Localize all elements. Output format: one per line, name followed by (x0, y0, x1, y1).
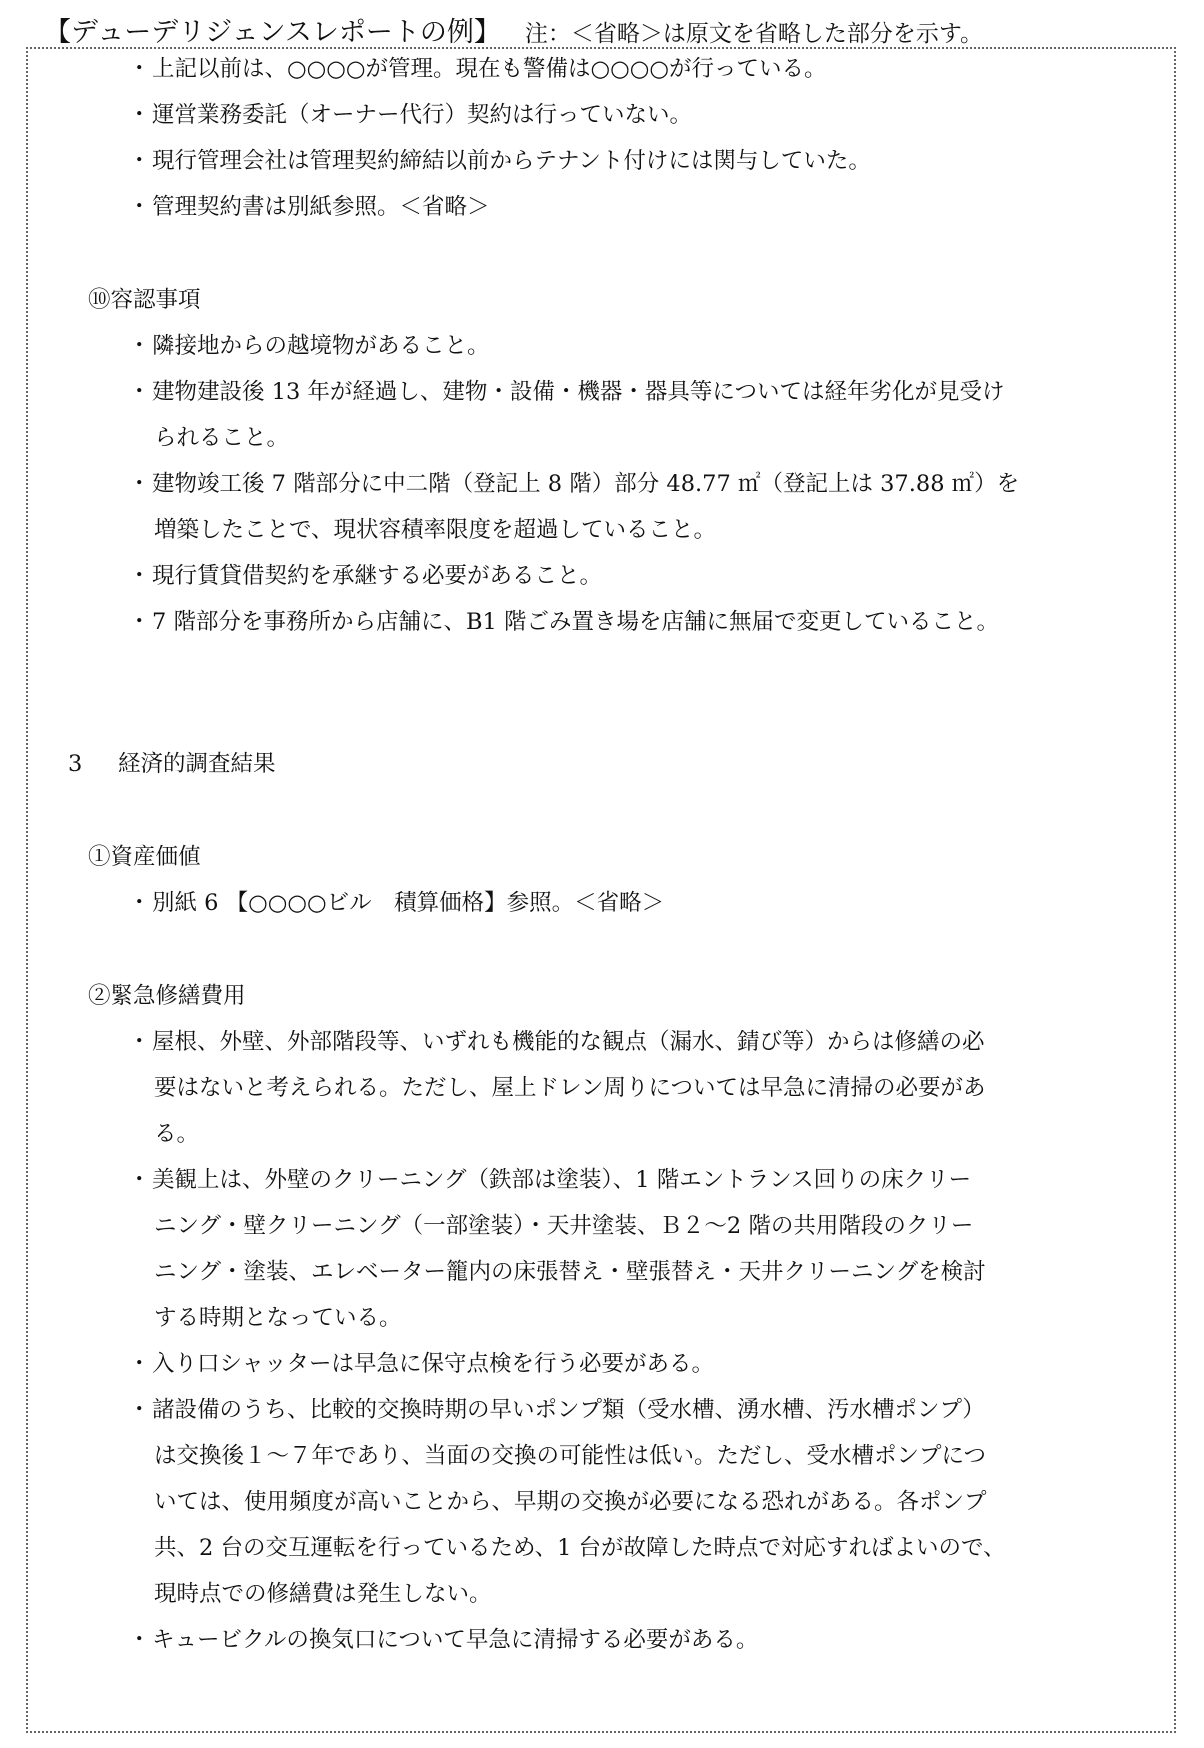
list-item: ・上記以前は、○○○○が管理。現在も警備は○○○○が行っている。 (128, 56, 827, 82)
list-item-continuation: 共、2 台の交互運転を行っているため、1 台が故障した時点で対応すればよいので、 (154, 1535, 1006, 1561)
list-item: ・建物建設後 13 年が経過し、建物・設備・機器・器具等については経年劣化が見受け (128, 379, 1005, 405)
list-item: ・運営業務委託（オーナー代行）契約は行っていない。 (128, 102, 693, 128)
list-item-continuation: は交換後１～７年であり、当面の交換の可能性は低い。ただし、受水槽ポンプにつ (154, 1443, 987, 1469)
list-item: ・現行賃貸借契約を承継する必要があること。 (128, 563, 603, 589)
list-item: ・管理契約書は別紙参照。＜省略＞ (128, 194, 490, 220)
list-item-continuation: する時期となっている。 (154, 1305, 402, 1331)
list-item: ・建物竣工後 7 階部分に中二階（登記上 8 階）部分 48.77 ㎡（登記上は 37.88 ㎡）を (128, 471, 1020, 497)
list-item-continuation: ニング・塗装、エレベーター籠内の床張替え・壁張替え・天井クリーニングを検討 (154, 1259, 986, 1285)
list-item: ・7 階部分を事務所から店舗に、B1 階ごみ置き場を店舗に無届で変更していること。 (128, 609, 999, 635)
list-item: ・諸設備のうち、比較的交換時期の早いポンプ類（受水槽、湧水槽、汚水槽ポンプ） (128, 1397, 985, 1423)
list-item: ・現行管理会社は管理契約締結以前からテナント付けには関与していた。 (128, 148, 871, 174)
subsection-heading-urgent-repair: ②緊急修繕費用 (88, 983, 246, 1009)
list-item: ・美観上は、外壁のクリーニング（鉄部は塗装）、1 階エントランス回りの床クリー (128, 1167, 972, 1193)
list-item-continuation: 現時点での修繕費は発生しない。 (154, 1581, 492, 1607)
document-header (44, 10, 1194, 50)
list-item-continuation: られること。 (154, 425, 290, 451)
document-title: 【デューデリジェンスレポートの例】 (44, 17, 501, 48)
section-heading-economic-survey: 3 経済的調査結果 (68, 751, 276, 777)
list-item-continuation: ニング・壁クリーニング（一部塗装）・天井塗装、Ｂ２～2 階の共用階段のクリー (154, 1213, 974, 1239)
list-item-continuation: る。 (154, 1121, 200, 1147)
list-item: ・キュービクルの換気口について早急に清掃する必要がある。 (128, 1627, 759, 1653)
list-item: ・隣接地からの越境物があること。 (128, 333, 490, 359)
list-item-continuation: 要はないと考えられる。ただし、屋上ドレン周りについては早急に清掃の必要があ (154, 1075, 986, 1101)
list-item: ・入り口シャッターは早急に保守点検を行う必要がある。 (128, 1351, 715, 1377)
list-item-continuation: いては、使用頻度が高いことから、早期の交換が必要になる恐れがある。各ポンプ (154, 1489, 987, 1515)
subsection-heading-accepted-items: ⑩容認事項 (88, 287, 201, 313)
subsection-heading-asset-value: ①資産価値 (88, 844, 201, 870)
list-item: ・別紙 6 【○○○○ビル 積算価格】参照。＜省略＞ (128, 890, 665, 916)
list-item-continuation: 増築したことで、現状容積率限度を超過していること。 (154, 517, 717, 543)
list-item: ・屋根、外壁、外部階段等、いずれも機能的な観点（漏水、錆び等）からは修繕の必 (128, 1029, 985, 1055)
omission-note: 注：＜省略＞は原文を省略した部分を示す。 (524, 21, 984, 47)
